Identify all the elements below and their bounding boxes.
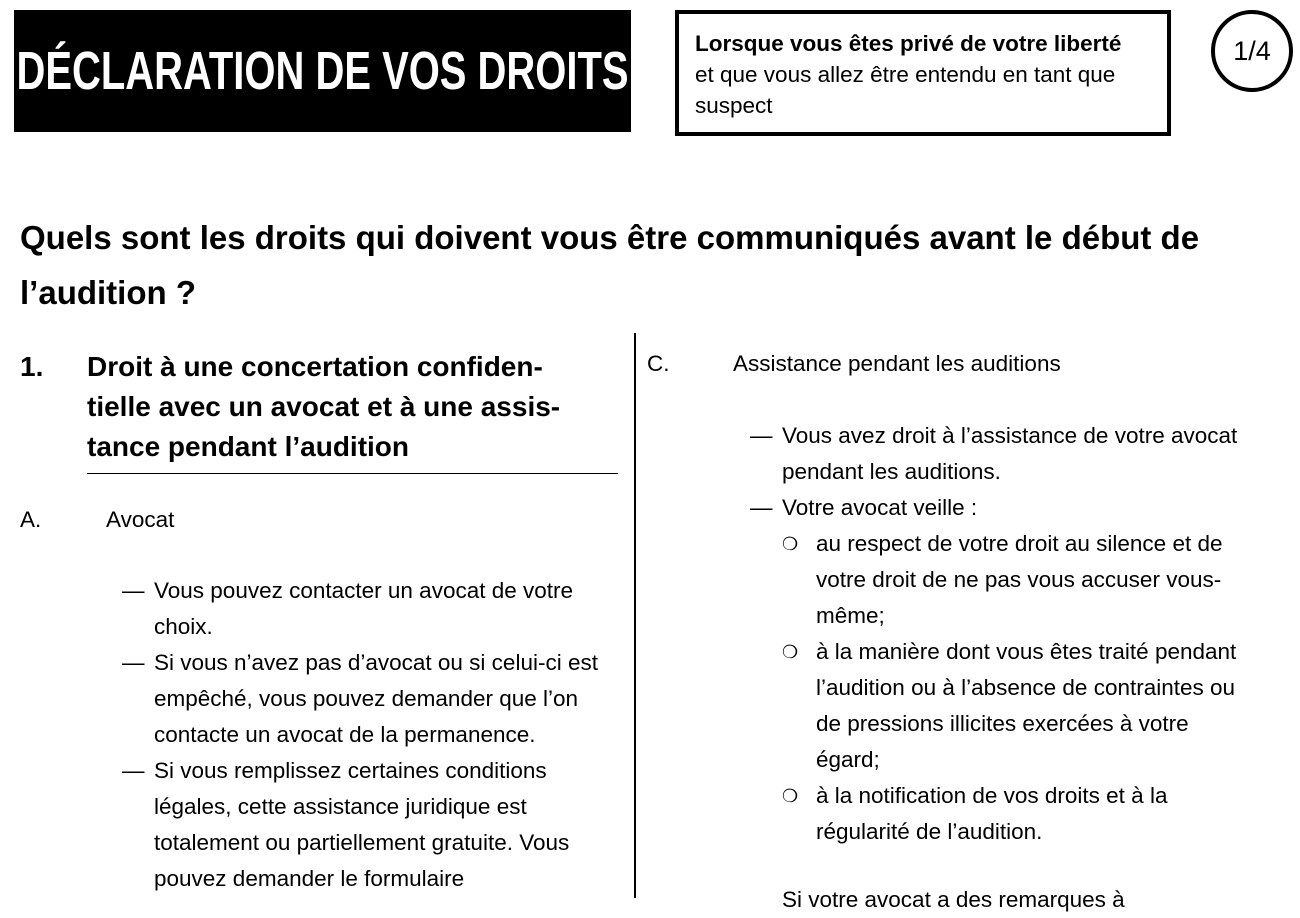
list-item-text: Si vous remplissez certaines conditions légales, cette assistance juridique est totalement ou partiellement gratuite. Vous pouvez demander le formulaire: [154, 758, 570, 891]
context-bold-text: Lorsque vous êtes privé de votre liberté: [695, 31, 1122, 56]
list-item: [122, 645, 622, 753]
dash-marker: —: [750, 495, 773, 520]
list-item: [122, 573, 622, 645]
circle-bullet-icon: ❍: [782, 786, 799, 806]
context-box: [675, 10, 1171, 136]
subsection-a-list: [122, 573, 622, 897]
list-item: [750, 418, 1240, 490]
list-item-text: Vous avez droit à l’assistance de votre avocat pendant les auditions.: [782, 423, 1238, 484]
circle-bullet-icon: ❍: [782, 534, 799, 554]
list-item: [750, 490, 1240, 850]
sub-list-item: [782, 778, 1240, 850]
circle-bullet-icon: ❍: [782, 642, 799, 662]
context-text: et que vous allez être entendu en tant que suspect: [695, 62, 1116, 118]
subsection-c-letter: C.: [647, 351, 670, 376]
subsection-a-letter: A.: [20, 507, 42, 532]
sub-list-item: [782, 526, 1240, 634]
sub-bullet-list: [782, 526, 1240, 850]
subsection-c-title: Assistance pendant les auditions: [733, 351, 1061, 376]
column-divider: [634, 333, 636, 898]
section-title: [87, 347, 618, 474]
main-question-heading: Quels sont les droits qui doivent vous être communiqués avant le début de l’audition ?: [20, 219, 1200, 311]
sub-list-item-text: à la notification de vos droits et à la régularité de l’audition.: [816, 783, 1168, 844]
list-item-text: Si vous n’avez pas d’avocat ou si celui-ci est empêché, vous pouvez demander que l’on contacte un avocat de la permanence.: [154, 650, 598, 747]
document-title-banner: [14, 10, 631, 132]
subsection-c-list: [750, 418, 1240, 850]
dash-marker: —: [122, 578, 145, 603]
section-title-text: Droit à une concertation confiden-tielle avec un avocat et à une assis-tance pendant l’audition: [87, 351, 561, 462]
page-indicator: [1211, 10, 1293, 92]
list-item-text: Vous pouvez contacter un avocat de votre choix.: [154, 578, 574, 639]
sub-list-item-text: à la manière dont vous êtes traité pendant l’audition ou à l’absence de contraintes ou de pressions illicites exercées à votre égard;: [816, 639, 1237, 772]
list-item: [122, 753, 622, 897]
subsection-a-title: Avocat: [106, 507, 175, 532]
sub-list-item-text: au respect de votre droit au silence et de votre droit de ne pas vous accuser vous-même;: [816, 531, 1223, 628]
document-title: DÉCLARATION DE VOS DROITS: [16, 41, 629, 101]
dash-marker: —: [750, 423, 773, 448]
list-item-text: Votre avocat veille :: [782, 495, 978, 520]
sub-list-item: [782, 634, 1240, 778]
dash-marker: —: [122, 758, 145, 783]
section-number: 1.: [20, 351, 44, 382]
trailing-paragraph: Si votre avocat a des remarques à: [782, 887, 1125, 912]
page-number: 1/4: [1233, 35, 1271, 66]
dash-marker: —: [122, 650, 145, 675]
